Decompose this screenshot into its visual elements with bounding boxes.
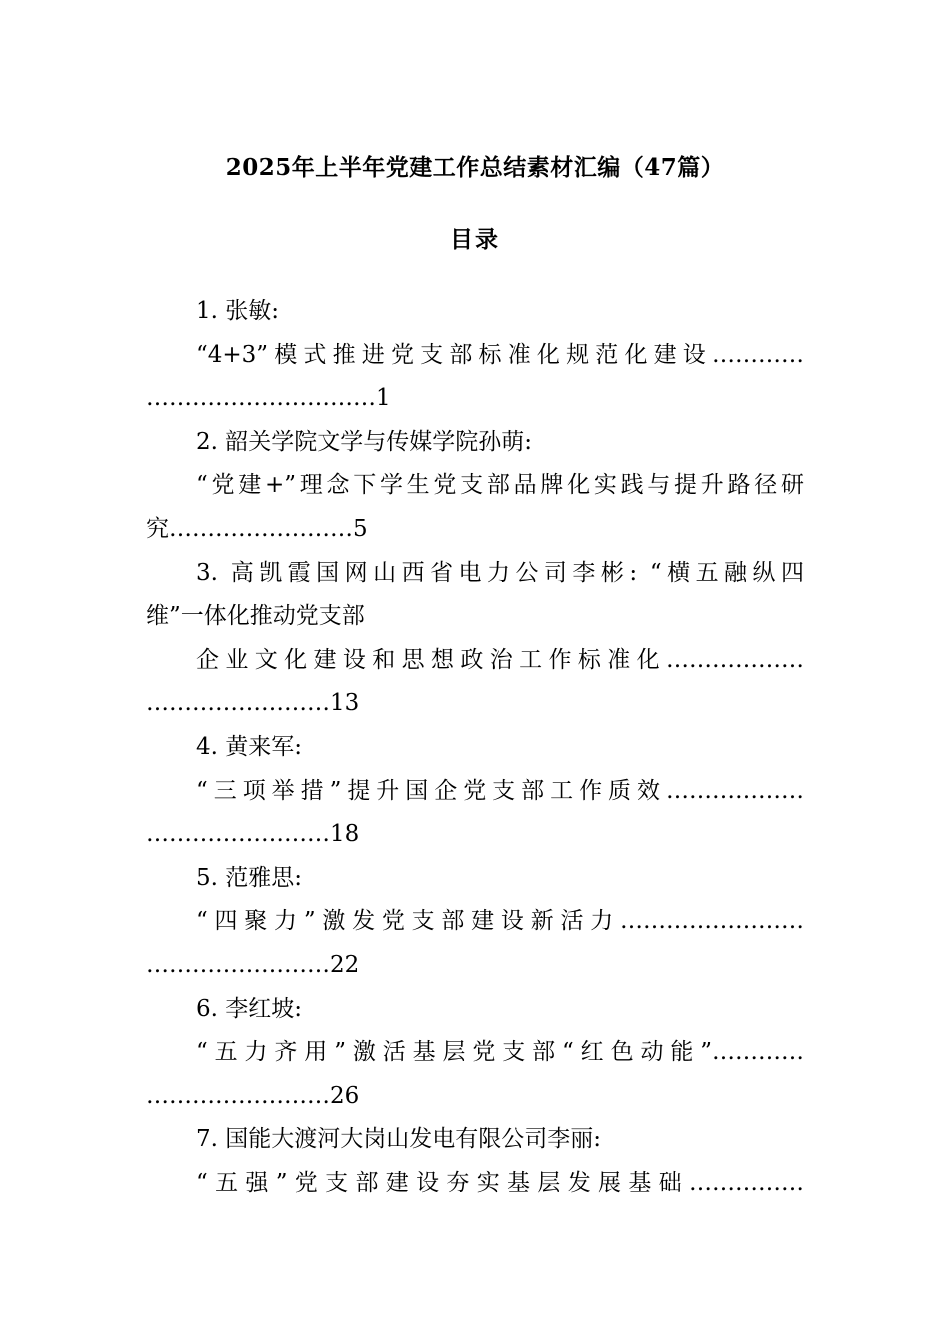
toc-item-6-title[interactable]: “五力齐用”激活基层党支部“红色动能”………… [196,1039,804,1066]
toc-heading: 目录 [450,226,500,253]
toc-item-1-page[interactable]: …………………………1 [146,385,391,412]
toc-item-2-page[interactable]: 究……………………5 [146,515,368,542]
toc-item-1-author[interactable]: 1. 张敏: [196,298,280,324]
toc-item-2-title[interactable]: “党建+”理念下学生党支部品牌化实践与提升路径研 [196,472,804,499]
toc-item-5-author[interactable]: 5. 范雅思: [196,864,303,891]
document-title: 2025年上半年党建工作总结素材汇编（47篇） [225,154,725,181]
toc-item-4-page[interactable]: ……………………18 [146,821,360,848]
toc-item-3-author[interactable]: 3. 高凯霞国网山西省电力公司李彬: “横五融纵四 [196,559,804,586]
toc-item-4-title[interactable]: “三项举措”提升国企党支部工作质效……………… [196,777,804,804]
toc-item-3-page[interactable]: ……………………13 [146,690,360,717]
toc-item-7-title[interactable]: “五强”党支部建设夯实基层发展基础…………… [196,1169,804,1196]
toc-item-7-author[interactable]: 7. 国能大渡河大岗山发电有限公司李丽: [196,1126,602,1153]
table-of-contents [146,290,804,1205]
toc-item-3-title[interactable]: 企业文化建设和思想政治工作标准化……………… [196,646,804,673]
toc-item-1-title[interactable]: “4+3”模式推进党支部标准化规范化建设………… [196,341,804,368]
toc-item-5-title[interactable]: “四聚力”激发党支部建设新活力…………………… [196,908,804,935]
toc-item-6-page[interactable]: ……………………26 [146,1082,360,1109]
toc-item-2-author[interactable]: 2. 韶关学院文学与传媒学院孙萌: [196,428,533,455]
toc-item-6-author[interactable]: 6. 李红坡: [196,995,303,1022]
toc-item-4-author[interactable]: 4. 黄来军: [196,733,303,760]
toc-item-3-title-cont[interactable]: 维”一体化推动党支部 [146,603,365,630]
toc-item-5-page[interactable]: ……………………22 [146,951,360,978]
